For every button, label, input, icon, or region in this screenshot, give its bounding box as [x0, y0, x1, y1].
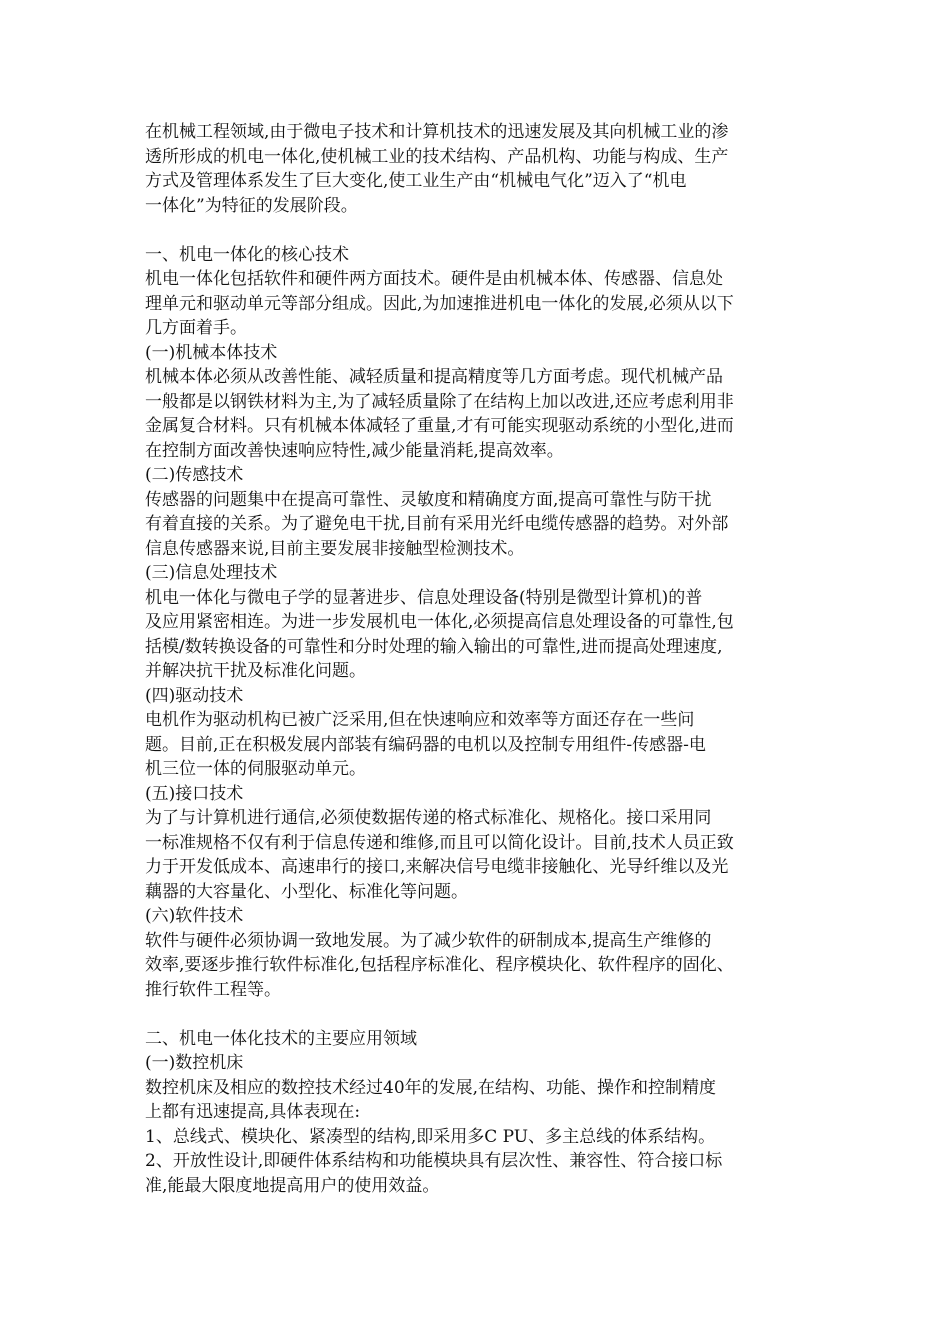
text-line: 方式及管理体系发生了巨大变化,使工业生产由“机械电气化”迈入了“机电 — [145, 171, 687, 191]
subsection-title: (一)数控机床 — [145, 1053, 244, 1073]
subsection-title: (五)接口技术 — [145, 783, 244, 804]
subsection-title: (三)信息处理技术 — [145, 563, 278, 583]
text-line: 括模/数转换设备的可靠性和分时处理的输入输出的可靠性,进而提高处理速度, — [145, 636, 723, 657]
text-line: 题。目前,正在积极发展内部装有编码器的电机以及控制专用组件-传感器-电 — [145, 734, 706, 755]
text-line: 准,能最大限度地提高用户的使用效益。 — [145, 1175, 440, 1196]
section-heading: 二、机电一体化技术的主要应用领域 — [145, 1028, 417, 1049]
subsection-title: (一)机械本体技术 — [145, 342, 278, 363]
subsection-title: (六)软件技术 — [145, 906, 244, 926]
text-line: 力于开发低成本、高速串行的接口,来解决信号电缆非接触化、光导纤维以及光 — [145, 857, 729, 877]
text-line: 机电一体化包括软件和硬件两方面技术。硬件是由机械本体、传感器、信息处 — [145, 269, 723, 289]
text-line: 金属复合材料。只有机械本体减轻了重量,才有可能实现驱动系统的小型化,进而 — [145, 416, 734, 436]
subsection-title: (二)传感技术 — [145, 465, 244, 485]
text-line: 1、总线式、模块化、紧凑型的结构,即采用多C PU、多主总线的体系结构。 — [145, 1126, 716, 1147]
text-line: 机电一体化与微电子学的显著进步、信息处理设备(特别是微型计算机)的普 — [145, 587, 703, 608]
text-line: 数控机床及相应的数控技术经过40年的发展,在结构、功能、操作和控制精度 — [145, 1077, 717, 1098]
text-line: 上都有迅速提高,具体表现在: — [145, 1102, 361, 1122]
section-application-fields — [145, 1027, 810, 1199]
section-core-technologies — [145, 243, 810, 1003]
text-line: 藕器的大容量化、小型化、标准化等问题。 — [145, 881, 468, 902]
text-line: 一般都是以钢铁材料为主,为了减轻质量除了在结构上加以改进,还应考虑利用非 — [145, 391, 734, 412]
text-line: 理单元和驱动单元等部分组成。因此,为加速推进机电一体化的发展,必须从以下 — [145, 293, 734, 314]
text-line: 机械本体必须从改善性能、减轻质量和提高精度等几方面考虑。现代机械产品 — [145, 367, 723, 387]
text-line: 推行软件工程等。 — [145, 979, 281, 1000]
text-line: 一体化”为特征的发展阶段。 — [145, 195, 358, 216]
text-line: 在机械工程领域,由于微电子技术和计算机技术的迅速发展及其向机械工业的渗 — [145, 122, 729, 142]
spacer — [145, 218, 810, 243]
text-line: 并解决抗干扰及标准化问题。 — [145, 661, 366, 681]
text-line: 为了与计算机进行通信,必须使数据传递的格式标准化、规格化。接口采用同 — [145, 808, 712, 828]
text-line: 2、开放性设计,即硬件体系结构和功能模块具有层次性、兼容性、符合接口标 — [145, 1151, 723, 1171]
text-line: 电机作为驱动机构已被广泛采用,但在快速响应和效率等方面还存在一些问 — [145, 710, 695, 730]
text-line: 透所形成的机电一体化,使机械工业的技术结构、产品机构、功能与构成、生产 — [145, 146, 729, 167]
text-line: 机三位一体的伺服驱动单元。 — [145, 759, 366, 779]
text-line: 传感器的问题集中在提高可靠性、灵敏度和精确度方面,提高可靠性与防干扰 — [145, 489, 712, 510]
document-page — [145, 120, 810, 1198]
text-line: 及应用紧密相连。为进一步发展机电一体化,必须提高信息处理设备的可靠性,包 — [145, 612, 734, 632]
intro-paragraph — [145, 120, 810, 218]
subsection-title: (四)驱动技术 — [145, 685, 244, 706]
text-line: 有着直接的关系。为了避免电干扰,目前有采用光纤电缆传感器的趋势。对外部 — [145, 514, 729, 534]
text-line: 在控制方面改善快速响应特性,减少能量消耗,提高效率。 — [145, 440, 564, 461]
text-line: 软件与硬件必须协调一致地发展。为了减少软件的研制成本,提高生产维修的 — [145, 930, 712, 951]
text-line: 信息传感器来说,目前主要发展非接触型检测技术。 — [145, 538, 525, 559]
spacer — [145, 1002, 810, 1027]
text-line: 几方面着手。 — [145, 318, 247, 338]
text-line: 效率,要逐步推行软件标准化,包括程序标准化、程序模块化、软件程序的固化、 — [145, 955, 734, 975]
section-heading: 一、机电一体化的核心技术 — [145, 244, 349, 265]
text-line: 一标准规格不仅有利于信息传递和维修,而且可以简化设计。目前,技术人员正致 — [145, 832, 734, 853]
